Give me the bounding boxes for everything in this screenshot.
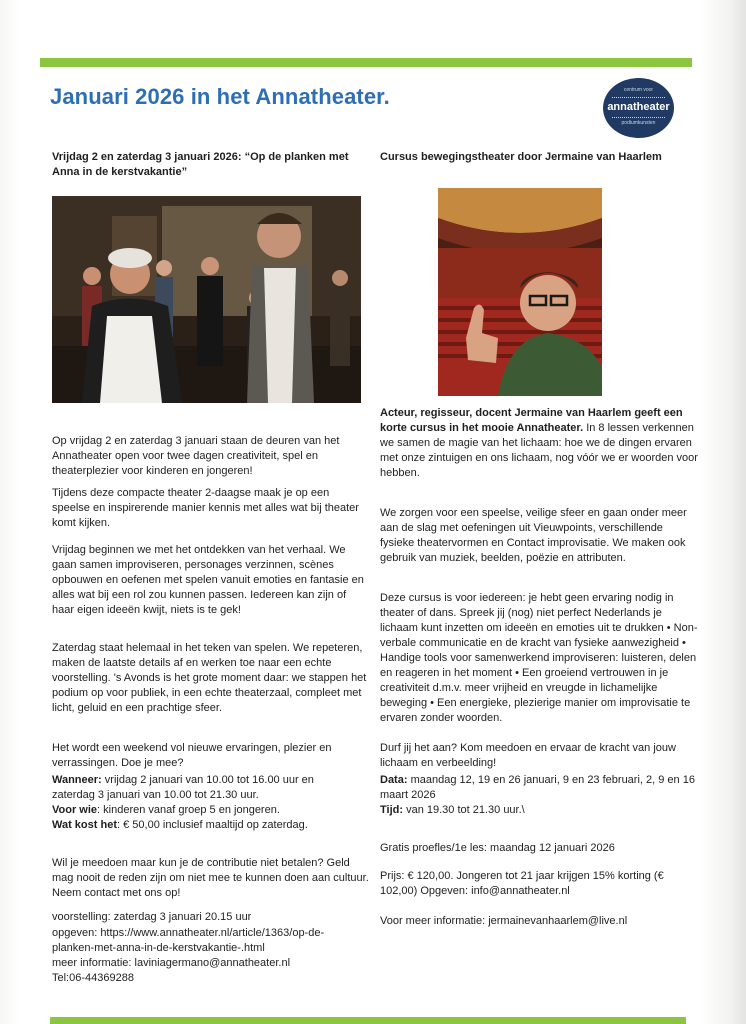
- wanneer-value-2: zaterdag 3 januari van 10.00 tot 21.30 uur.: [52, 789, 259, 801]
- page-title: Januari 2026 in het Annatheater.: [50, 84, 390, 109]
- kost-value: : € 50,00 inclusief maaltijd op zaterdag.: [117, 819, 308, 831]
- tel-line: Tel:06-44369288: [52, 972, 134, 984]
- logo-top-text: centrum voor: [623, 87, 654, 93]
- logo-divider: [612, 97, 665, 98]
- left-contributie: Wil je meedoen maar kun je de contributie niet betalen? Geld mag nooit de reden zijn om niet mee te kunnen doen aan cultuur. Neem contact met ons op!: [52, 857, 369, 899]
- voorwie-line: [52, 803, 370, 818]
- opgeven-line-1[interactable]: opgeven: https://www.annatheater.nl/article/1363/op-de-: [52, 927, 325, 939]
- data-line: [380, 773, 698, 803]
- data-value: maandag 12, 19 en 26 januari, 9 en 23 februari, 2, 9 en 16 maart 2026: [380, 774, 695, 801]
- left-paragraph-3: Vrijdag beginnen we met het ontdekken van het verhaal. We gaan samen improviseren, personages verzinnen, scènes opbouwen en oefenen met spelen vanuit emoties en fantasie en alles wat bij een rol zou kunnen passen. Iedereen kan zijn of haar eigen ideeën kwijt, niets is te gek!: [52, 544, 364, 616]
- data-label: Data:: [380, 774, 408, 786]
- opgeven-line-2[interactable]: planken-met-anna-in-de-kerstvakantie-.html: [52, 942, 265, 954]
- wanneer-label: Wanneer:: [52, 774, 102, 786]
- right-article-heading: Cursus bewegingstheater door Jermaine van Haarlem: [380, 151, 662, 163]
- left-paragraph-4: Zaterdag staat helemaal in het teken van spelen. We repeteren, maken de laatste details af en werken toe naar een echte voorstelling. 's Avonds is het grote moment daar: we stappen het podium op voor publiek, in een echte theaterzaal, compleet met licht, geluid en een prachtige sfeer.: [52, 642, 367, 714]
- right-intro: [380, 406, 698, 481]
- logo-bottom-text: podiumkunsten: [621, 120, 656, 126]
- left-article-heading: Vrijdag 2 en zaterdag 3 januari 2026: “Op de planken met Anna in de kerstvakantie”: [52, 151, 349, 178]
- bottom-green-bar: [50, 1017, 686, 1024]
- left-paragraph-2: Tijdens deze compacte theater 2-daagse maak je op een speelse en inspirerende manier kennis met alles wat bij theater komt kijken.: [52, 487, 359, 529]
- right-paragraph-3: Deze cursus is voor iedereen: je hebt geen ervaring nodig in theater of dans. Spreek jij (nog) niet perfect Nederlands je lichaam kunt inzetten om ideeën en emoties uit te drukken • Non-verbale communicatie en de kracht van fysieke aanwezigheid • Handige tools voor samenwerkend improviseren: luisteren, delen en reageren in het moment • Een groeiend vertrouwen in je creativiteit d.m.v. meer vrijheid en vreugde in lichamelijke beweging • Een energieke, plezierige manier om improvisatie te ervaren zonder woorden.: [380, 592, 698, 724]
- kost-label: Wat kost het: [52, 819, 117, 831]
- tijd-line: [380, 803, 698, 818]
- right-intro-text: In 8 lessen verkennen we samen de magie van het lichaam: hoe we de dingen ervaren met onze zintuigen en ons lichaam, nog vóór we er woorden voor hebben.: [380, 422, 698, 479]
- wanneer-line: [52, 773, 370, 788]
- wanneer-value-1: vrijdag 2 januari van 10.00 tot 16.00 uur en: [101, 774, 314, 786]
- logo-divider: [612, 117, 665, 118]
- informatie-line[interactable]: meer informatie: laviniagermano@annatheater.nl: [52, 957, 291, 969]
- voorwie-value: : kinderen vanaf groep 5 en jongeren.: [97, 804, 280, 816]
- right-meer-info[interactable]: Voor meer informatie: jermainevanhaarlem@live.nl: [380, 915, 628, 927]
- logo-main-text: annatheater: [607, 101, 670, 113]
- left-paragraph-1: Op vrijdag 2 en zaterdag 3 januari staan de deuren van het Annatheater open voor twee dagen creativiteit, spel en theaterplezier voor kinderen en jongeren!: [52, 435, 340, 477]
- voorwie-label: Voor wie: [52, 804, 98, 816]
- right-prijs: Prijs: € 120,00. Jongeren tot 21 jaar krijgen 15% korting (€ 102,00) Opgeven: info@annatheater.nl: [380, 870, 664, 897]
- right-paragraph-4: Durf jij het aan? Kom meedoen en ervaar de kracht van jouw lichaam en verbeelding!: [380, 742, 676, 769]
- kost-line: [52, 818, 370, 833]
- left-contact-block: [52, 926, 370, 986]
- tijd-label: Tijd:: [380, 804, 404, 816]
- left-paragraph-5: Het wordt een weekend vol nieuwe ervaringen, plezier en verrassingen. Doe je mee?: [52, 742, 332, 769]
- top-green-bar: [40, 58, 692, 67]
- theater-rehearsal-photo: [52, 196, 361, 403]
- left-details-block: [52, 773, 370, 833]
- right-intro-bold: Acteur, regisseur, docent Jermaine van Haarlem geeft een korte cursus in het mooie Annatheater.: [380, 407, 683, 434]
- right-proefles: Gratis proefles/1e les: maandag 12 januari 2026: [380, 842, 615, 854]
- tijd-value: van 19.30 tot 21.30 uur.\: [403, 804, 525, 816]
- annatheater-logo: [603, 78, 674, 138]
- right-paragraph-2: We zorgen voor een speelse, veilige sfeer en gaan onder meer aan de slag met oefeningen uit Vieuwpoints, verschillende fysieke theatervormen en Contact improvisatie. We maken ook gebruik van muziek, beelden, poëzie en attributen.: [380, 507, 687, 564]
- right-dates-block: [380, 773, 698, 818]
- left-voorstelling: voorstelling: zaterdag 3 januari 20.15 uur: [52, 911, 252, 923]
- jermaine-theater-hall-photo: [438, 188, 602, 396]
